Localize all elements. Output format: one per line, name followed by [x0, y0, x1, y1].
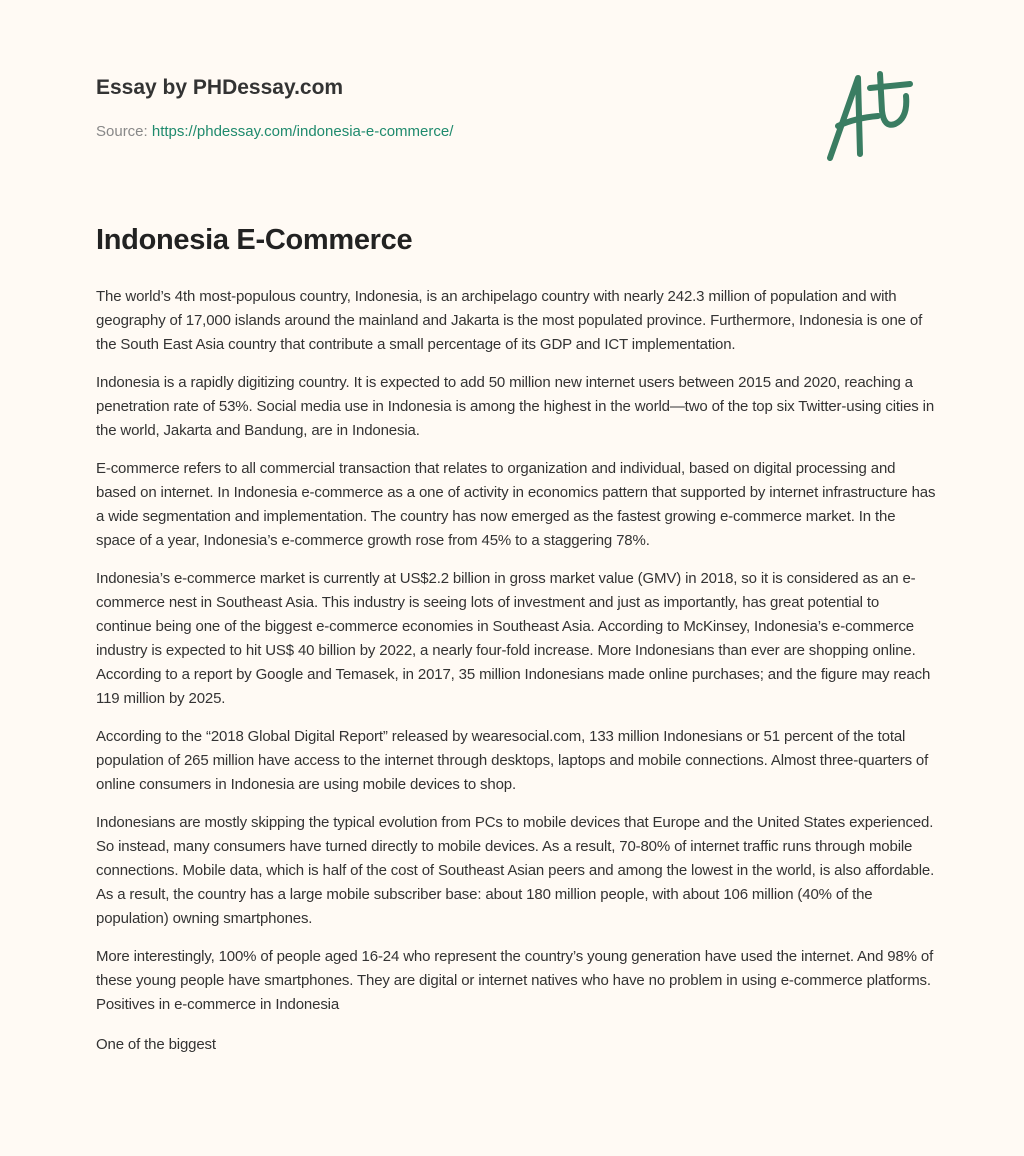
section-subheading: Positives in e-commerce in Indonesia: [96, 996, 340, 1013]
paragraph: One of the biggest: [96, 1036, 216, 1053]
article-title: Indonesia E-Commerce: [96, 224, 413, 256]
paragraph: According to the “2018 Global Digital Report” released by wearesocial.com, 133 million Indonesians or 51 percent of the total population of 265 million have access to the internet through desktops, laptops and mobile connections. Almost three-quarters of online consumers in Indonesia are using mobile devices to shop.: [96, 728, 929, 793]
site-brand: Essay by PHDessay.com: [96, 76, 344, 99]
article-body: [96, 285, 936, 1071]
source-line: [96, 123, 453, 140]
paragraph: Indonesia’s e-commerce market is currently at US$2.2 billion in gross market value (GMV) in 2018, so it is considered as an e-commerce nest in Southeast Asia. This industry is seeing lots of investment and just as importantly, has great potential to continue being one of the biggest e-commerce economies in Southeast Asia. According to McKinsey, Indonesia’s e-commerce industry is expected to hit US$ 40 billion by 2022, a nearly four-fold increase. More Indonesians than ever are shopping online. According to a report by Google and Temasek, in 2017, 35 million Indonesians made online purchases; and the figure may reach 119 million by 2025.: [96, 570, 931, 707]
paragraph: The world’s 4th most-populous country, Indonesia, is an archipelago country with nearly 242.3 million of population and with geography of 17,000 islands around the mainland and Jakarta is the most populated province. Furthermore, Indonesia is one of the South East Asia country that contribute a small percentage of its GDP and ICT implementation.: [96, 288, 923, 353]
paragraph: Indonesians are mostly skipping the typical evolution from PCs to mobile devices that Europe and the United States experienced. So instead, many consumers have turned directly to mobile devices. As a result, 70-80% of internet traffic runs through mobile connections. Mobile data, which is half of the cost of Southeast Asian peers and among the lowest in the world, is also affordable. As a result, the country has a large mobile subscriber base: about 180 million people, with about 106 million (40% of the population) owning smartphones.: [96, 814, 935, 927]
source-link[interactable]: https://phdessay.com/indonesia-e-commerce/: [151, 123, 454, 140]
paragraph: More interestingly, 100% of people aged 16-24 who represent the country’s young generation have used the internet. And 98% of these young people have smartphones. They are digital or internet natives who have no problem in using e-commerce platforms.: [96, 948, 934, 989]
a-plus-logo-icon: [820, 66, 930, 166]
paragraph: E-commerce refers to all commercial transaction that relates to organization and individual, based on digital processing and based on internet. In Indonesia e-commerce as a one of activity in economics pattern that supported by internet infrastructure has a wide segmentation and implementation. The country has now emerged as the fastest growing e-commerce market. In the space of a year, Indonesia’s e-commerce growth rose from 45% to a staggering 78%.: [96, 460, 936, 549]
source-label: Source:: [96, 123, 152, 140]
paragraph: Indonesia is a rapidly digitizing country. It is expected to add 50 million new internet users between 2015 and 2020, reaching a penetration rate of 53%. Social media use in Indonesia is among the highest in the world—two of the top six Twitter-using cities in the world, Jakarta and Bandung, are in Indonesia.: [96, 374, 935, 439]
